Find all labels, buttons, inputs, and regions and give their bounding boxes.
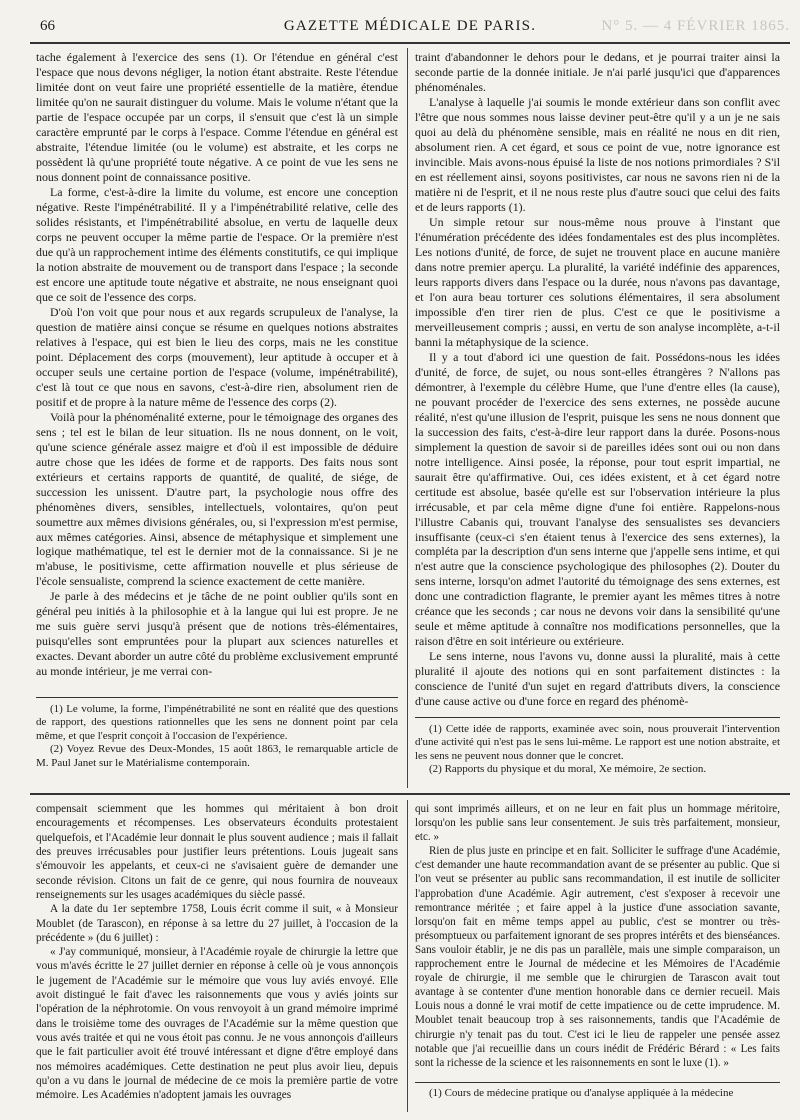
paragraph: Un simple retour sur nous-même nous prouve à l'instant que l'énumération précédente des idées fondamentales est des plus incomplètes. Les notions d'unité, de force, de sujet ne trouvent place en aucune manière dans notre premier aperçu. La pluralité, la variété indéfinie des apparences, leurs rapports divers dans l'espace ou la durée, nous n'avons pas davantage, et l'on aura beau torturer ces solutions élémentaires, il sera absolument impossible d'en tirer rien de plus. C'est ce que le positivisme a merveilleusement compris ; aussi, en vertu de son analyse incomplète, a-t-il banni la métaphysique de la science. xyxy=(415,214,780,349)
paragraph: Le sens interne, nous l'avons vu, donne aussi la pluralité, mais à cette pluralité il ajoute des notions qui en sont parfaitement distinctes : la conscience de l'unité d'un sujet en regard d'attributs divers, la conscience d'une cause active ou d'une force en regard des phénomè- xyxy=(415,649,780,709)
bottom-right-column xyxy=(415,802,780,1078)
paragraph: La forme, c'est-à-dire la limite du volume, est encore une conception négative. Reste l'impénétrabilité. Il y a l'impénétrabilité relative, celle des solides résistants, et l'impénétrabilité absolue, en vertu de laquelle deux corps ne peuvent occuper la même partie de l'espace. Or la première n'est due qu'à un rapprochement intime des éléments constitutifs, ce qui implique la notion abstraite de mouvement ou de transport dans l'espace ; la seconde est encore une aptitude toute négative et abstraite, ne nous enseignant quoi que ce soit de l'essence des corps. xyxy=(36,184,398,304)
paragraph: Je parle à des médecins et je tâche de ne point oublier qu'ils sont en général peu initiés à la philosophie et à la langue qui lui est propre. Je ne me suis guère servi jusqu'à présent que de notions très-élémentaires, puisqu'elles sont empruntées pour la plupart aux sciences naturelles et exactes. Devant aborder un autre côté du problème exclusivement emprunté au monde intérieur, je me verrai con- xyxy=(36,589,398,679)
top-left-column xyxy=(36,50,398,686)
top-left-footnotes xyxy=(36,703,398,785)
paragraph: L'analyse à laquelle j'ai soumis le monde extérieur dans son conflit avec l'être que nous sommes nous laisse deviner peut-être qu'il y a un je ne sais quoi au delà du phénomène sensible, mais en réalité ne nous en dit rien, absolument rien. A cet égard, et sous ce point de vue, notre ignorance est invincible. Mais avons-nous épuisé la liste de nos notions primordiales ? S'il en est réellement ainsi, soyons positivistes, car nous ne savons rien ni de la matière ni de l'esprit, et il ne nous reste plus d'autre souci que celui des faits et de leurs rapports (1). xyxy=(415,94,780,214)
bottom-left-column xyxy=(36,802,398,1108)
top-right-footnotes xyxy=(415,723,780,783)
bleedthrough-text: N° 5. — 4 FÉVRIER 1865. xyxy=(601,18,790,34)
top-left-footnote-rule xyxy=(36,697,398,698)
page-header xyxy=(30,18,790,40)
section-separator xyxy=(30,793,790,795)
footnote: (1) Le volume, la forme, l'impénétrabilité ne sont en réalité que des questions de rapport, des questions rationnelles que les sens ne donnent point par cela même, et que l'esprit conçoit à l'occasion de l'expérience. xyxy=(36,703,398,742)
page-number: 66 xyxy=(40,18,55,34)
bottom-right-footnotes xyxy=(415,1087,780,1109)
paragraph: compensait sciemment que les hommes qui méritaient à bon droit encouragements et récompenses. Les observateurs éconduits protestaient quelquefois, et l'Académie leur donnait le plus souvent audience ; mais il fallait des preuves irrécusables pour justifier leurs prétentions. Louis jugeait sans s'émouvoir les appelants, et ceux-ci ne s'avisaient guère de demander une seconde révision. Citons un fait de ce genre, qui nous fournira de nouveaux renseignements sur les usages académiques du siècle passé. xyxy=(36,803,398,901)
footnote: (2) Rapports du physique et du moral, Xe mémoire, 2e section. xyxy=(429,763,707,776)
top-right-footnote-rule xyxy=(415,717,780,718)
paragraph: D'où l'on voit que pour nous et aux regards scrupuleux de l'analyse, la question de matière ainsi conçue se résume en quelques notions abstraites relatives à l'espace, qui est bien le lieu des corps, mais ne les constitue point. Déplacement des corps (mouvement), leur aptitude à occuper et à occuper seuls une certaine portion de l'espace (volume, impénétrabilité), c'est là tout ce que nous en savons, c'est-à-dire rien, absolument rien de positif et de propre à la nature même de l'essence des corps (2). xyxy=(36,304,398,409)
paragraph: Il y a tout d'abord ici une question de fait. Possédons-nous les idées d'unité, de force, de sujet, ou nous sont-elles étrangères ? N'allons pas démontrer, à l'exemple du célèbre Hume, que l'une d'entre elles (la cause), ne pouvant procéder de l'exercice des sens externes, ne possède aucune réalité, n'est qu'une illusion de l'esprit, puisque les sens ne nous donnent que la succession des faits, c'est-à-dire leur rapport dans la durée. Posons-nous simplement la question de savoir si de pareilles idées sont oui ou non dans notre intelligence. Ainsi posée, la réponse, pour tout esprit impartial, ne saurait être qu'affirmative. Oui, ces idées existent, et à cet égard notre certitude est absolue, basée qu'elle est sur l'observation intérieure la plus irrécusable, et par cela même digne d'une foi entière. Rappelons-nous l'illustre Cabanis qui, trouvant l'analyse des sensualistes ses devanciers insuffisante (ceux-ci s'en étaient tenus à l'exercice des sens externes), la compléta par la description d'un sens interne que j'appelle sens intime, et qui n'est autre que la conscience psychologique des philosophes (2). Douter du sens interne, lorsqu'on admet l'autorité du témoignage des sens externes, est donc une contradiction flagrante, le premier ayant les mêmes titres à notre créance que les seconds ; car nous ne devons voir dans la sensibilité qu'une seule et même aptitude à connaître nos modifications personnelles, que la raison d'être en soit intérieure ou extérieure. xyxy=(415,349,780,649)
footnote: (2) Voyez Revue des Deux-Mondes, 15 août 1863, le remarquable article de M. Paul Janet sur le Matérialisme contemporain. xyxy=(36,743,398,769)
bottom-right-footnote-rule xyxy=(415,1082,780,1083)
paragraph: Rien de plus juste en principe et en fait. Solliciter le suffrage d'une Académie, c'est demander une haute recommandation avant de se présenter au public. Que si l'on veut se présenter au public sans recommandation, il est inutile de solliciter l'approbation d'une Académie. Agir autrement, c'est s'exposer à recevoir une remontrance méritée ; et faire appel à la justice d'une association savante, lorsqu'on fait en même temps appel au public, c'est se montrer ou très-présomptueux ou parfaitement ignorant de ses propres intérêts et des bienséances. Sans vouloir établir, je ne dis pas un parallèle, mais une simple comparaison, un rapprochement entre le Journal de médecine et les Mémoires de l'Académie royale de chirurgie, il me semble que le chirurgien de Tarascon avait tout avantage à se contenter d'une mention honorable dans ce dernier recueil. Mais Louis nous a donné le vrai motif de cette impatience ou de cette imprudence. M. Moublet tenait beaucoup trop à ses raisonnements, tandis que l'Académie de chirurgie n'y tenait pas du tout. C'est ici le lieu de rappeler une pensée assez notable que j'ai recueillie dans un cours inédit de Frédéric Bérard : « Les faits sont la richesse de la science et les raisonnements en sont le luxe (1). » xyxy=(415,845,780,1069)
column-divider-top xyxy=(407,48,408,788)
paragraph: A la date du 1er septembre 1758, Louis écrit comme il suit, « à Monsieur Moublet (de Tarascon), en réponse à sa lettre du 27 juillet, à l'occasion de la précédente » (du 6 juillet) : xyxy=(36,903,398,944)
header-rule xyxy=(30,42,790,44)
paragraph: tache également à l'exercice des sens (1). Or l'étendue en général c'est l'espace que nous devons négliger, la notion étant abstraite. Reste l'étendue limitée dont on veut faire une propriété essentielle de la matière, étendue limitée qu'on ne saurait distinguer du volume. Mais le volume n'étant que la partie de l'espace occupée par un corps, il s'ensuit que c'est là un simple caractère emprunté par le corps à l'espace. Comme l'étendue en général est abstraite, l'étendue limitée (ou le volume) est abstraite, et les corps ne possèdent là qu'une propriété toute négative. A ce point de vue les sens ne nous donnent point de connaissance positive. xyxy=(36,50,398,184)
paragraph: qui sont imprimés ailleurs, et on ne leur en fait plus un hommage méritoire, lorsqu'on les publie sans leur consentement. Je suis très parfaitement, monsieur, etc. » xyxy=(415,803,780,844)
top-right-column xyxy=(415,50,780,710)
paragraph: traint d'abandonner le dehors pour le dedans, et je pourrai traiter ainsi la seconde partie de la donnée initiale. Je n'ai parlé jusqu'ici que d'apparences phénoménales. xyxy=(415,50,780,94)
paragraph: « J'ay communiqué, monsieur, à l'Académie royale de chirurgie la lettre que vous m'avés écritte le 27 juillet dernier en réponse à celle où je vous annonçois le jugement de l'Académie sur le mémoire que vous luy aviés envoyé. Elle avoit distingué le fait d'avec les raisonnements que vous y aviés joints sur l'opération de la néphrotomie. On vous renvoyoit à un grand mémoire imprimé dans le troisième tome des ouvrages de l'Académie sur la même question que vous avés traitée et qui ne vous étoit pas connu. Je ne vous annonçois d'ailleurs que le fait particulier avoit été trouvé intéressant et digne d'être employé dans nos mémoires académiques. Cette destination ne peut plus avoir lieu, depuis qu'on a vu dans le journal de médecine de ce mois la première partie de votre mémoire. Les Académies n'adoptent jamais les ouvrages xyxy=(36,946,398,1102)
footnote: (1) Cette idée de rapports, examinée avec soin, nous prouverait l'intervention d'une activité qui n'est pas le sens lui-même. Le rapport est une notion abstraite, et les sens ne peuvent nous donner que le concret. xyxy=(415,723,780,762)
column-divider-bottom xyxy=(407,800,408,1112)
paragraph: Voilà pour la phénoménalité externe, pour le témoignage des organes des sens ; tel est le bilan de leur situation. Ils ne nous donnent, on le voit, qu'une science générale assez maigre et d'où il est impossible de déduire autre chose que les idées de forme et de rapports. Des faits nous sont extérieurs et certains rapports de quantité, de qualité, de siége, de succession les unissent. D'autre part, la psychologie nous offre des phénomènes divers, sensibles, intellectuels, volontaires, qu'on peut soumettre aux mêmes divisions générales, ou, si l'expression m'est permise, aux mêmes catégories. Ainsi, absence de métaphysique et simplement une logique mathématique, tel est le dernier mot de la connaissance. Si je ne m'abuse, le positivisme, cette affirmation nouvelle et plus sérieuse de l'école sensualiste, comprend la science exactement de cette manière. xyxy=(36,409,398,589)
journal-title: GAZETTE MÉDICALE DE PARIS. xyxy=(283,18,537,34)
footnote: (1) Cours de médecine pratique ou d'analyse appliquée à la médecine xyxy=(429,1087,734,1099)
